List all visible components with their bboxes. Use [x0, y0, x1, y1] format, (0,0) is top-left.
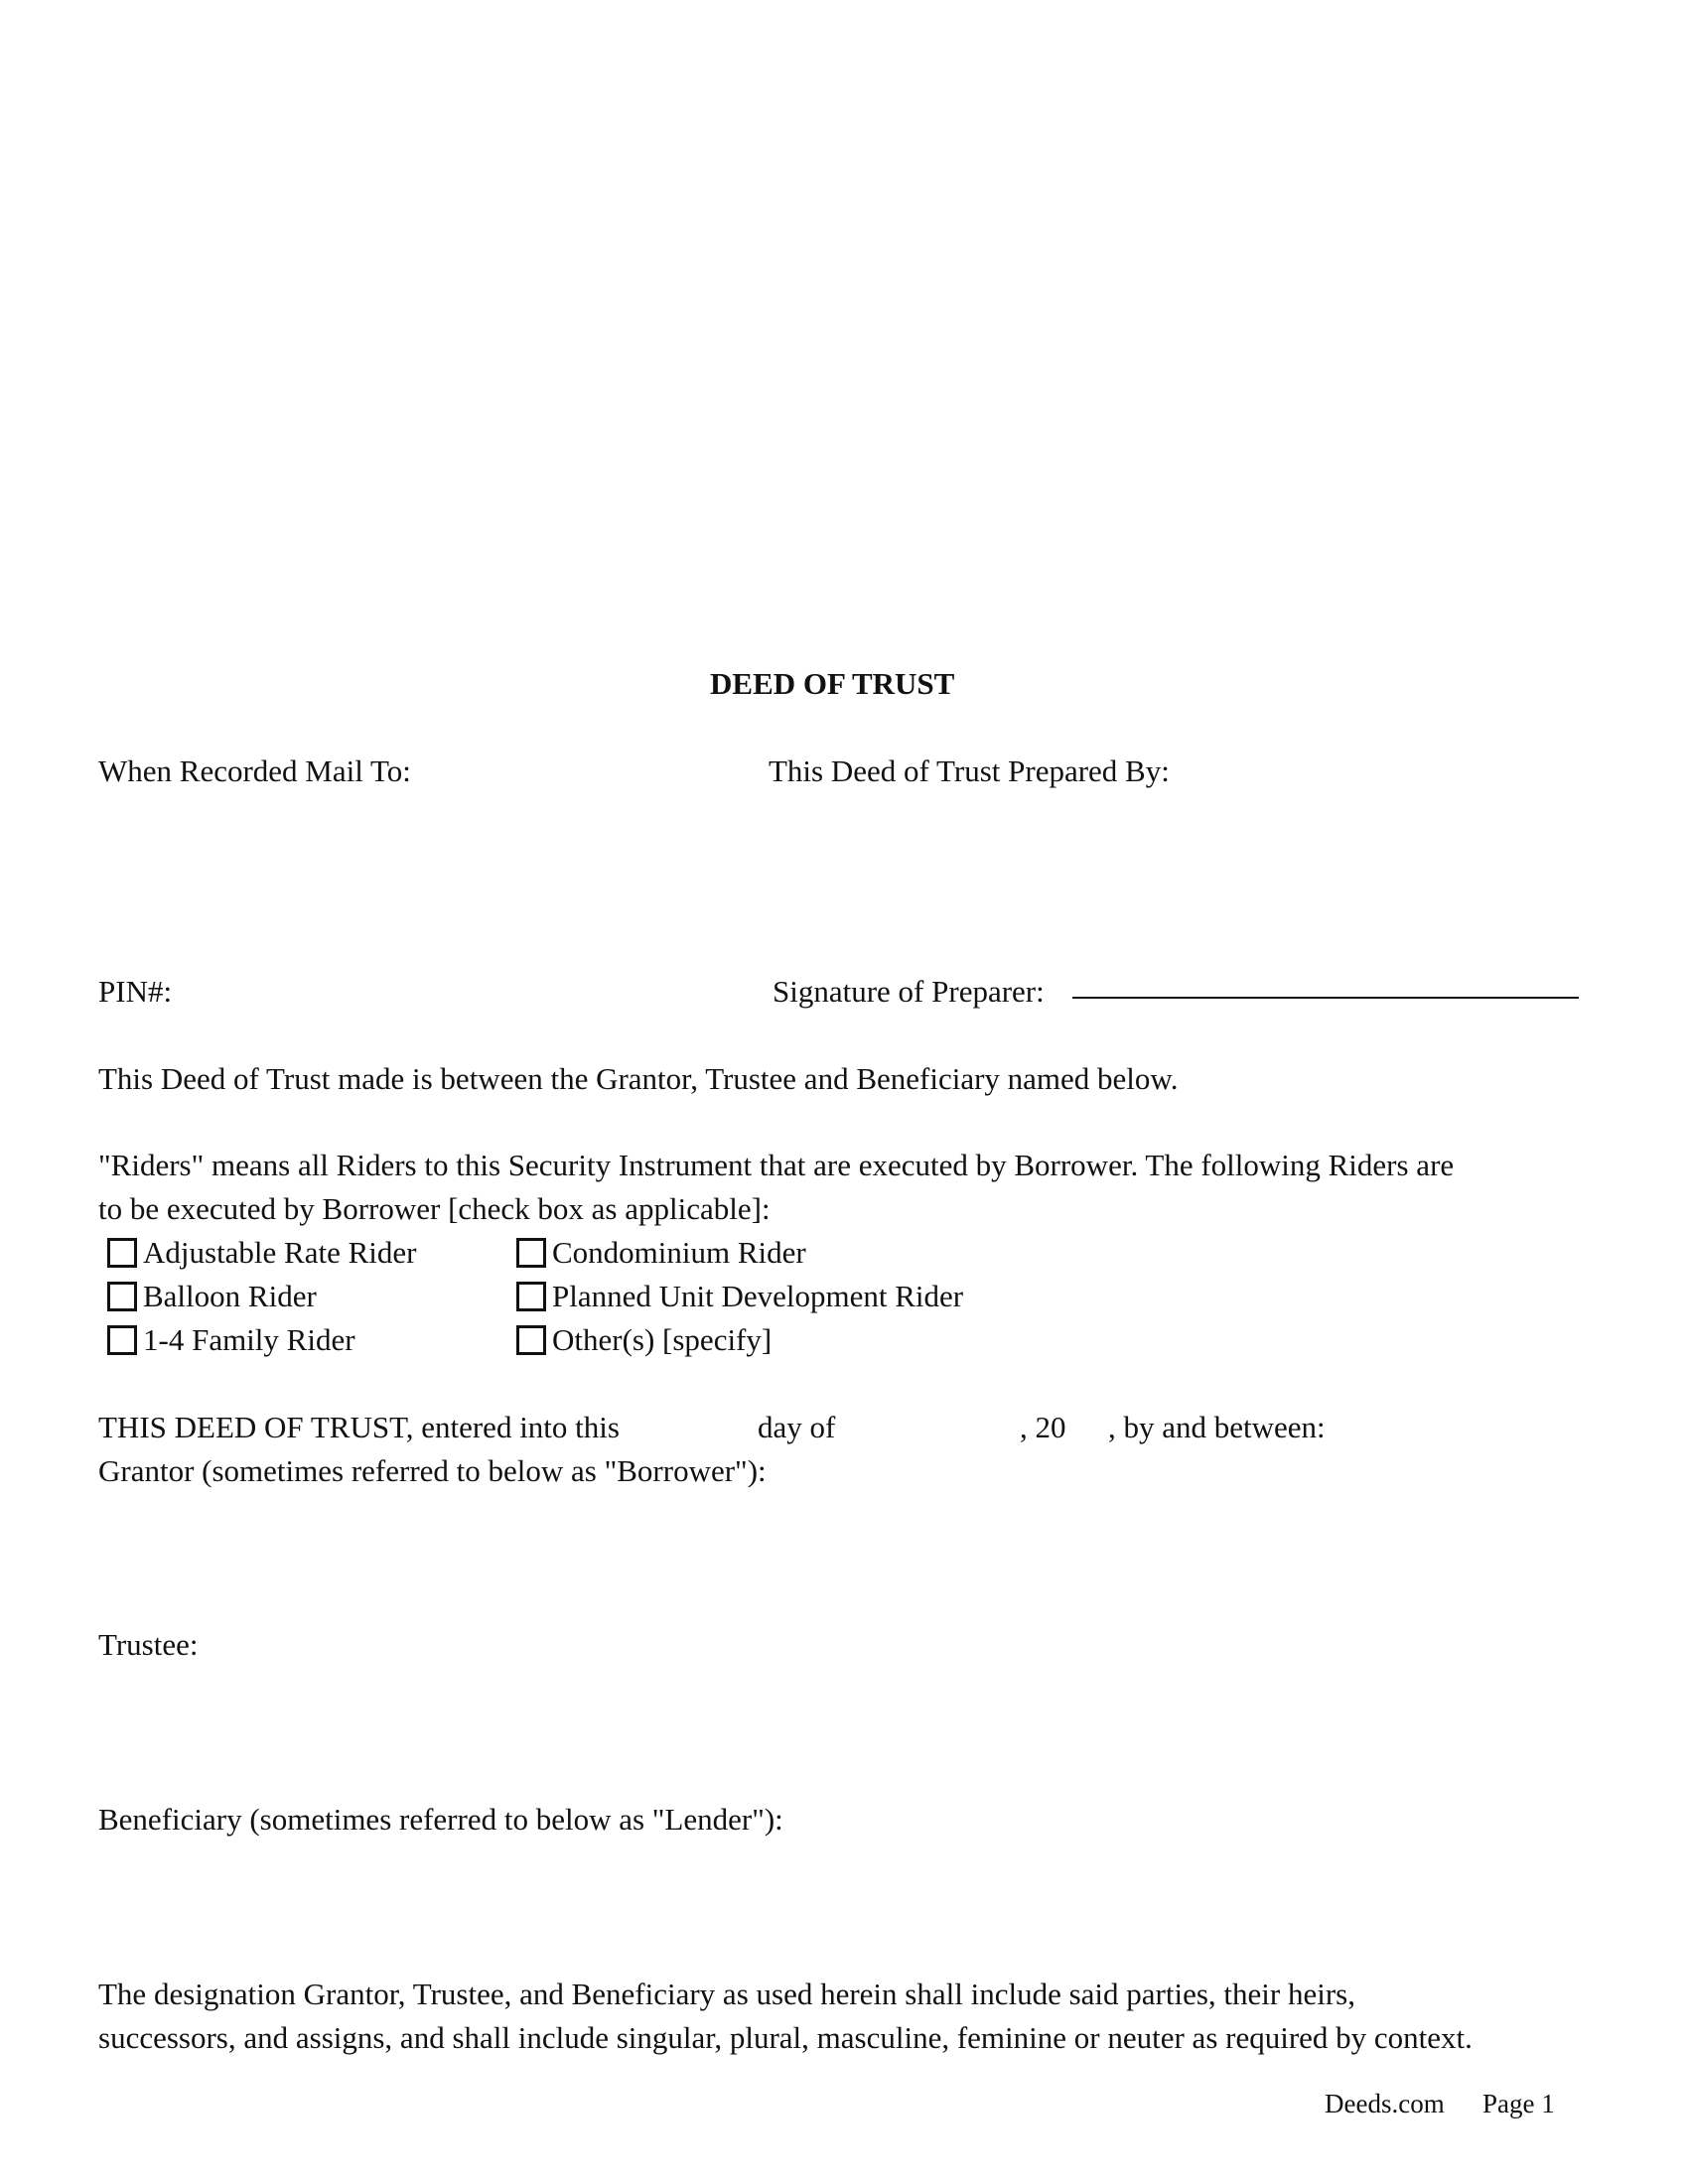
- rider-planned-unit-development[interactable]: [516, 1278, 963, 1315]
- beneficiary-label: Beneficiary (sometimes referred to below as "Lender"):: [98, 1802, 783, 1837]
- rider-label: Condominium Rider: [552, 1235, 806, 1270]
- intro-sentence: This Deed of Trust made is between the Grantor, Trustee and Beneficiary named below.: [98, 1061, 1179, 1096]
- entry-text-intro: THIS DEED OF TRUST, entered into this: [98, 1410, 620, 1444]
- checkbox[interactable]: [516, 1325, 546, 1355]
- checkbox[interactable]: [107, 1238, 137, 1268]
- rider-condominium[interactable]: [516, 1234, 806, 1272]
- rider-label: Balloon Rider: [143, 1279, 317, 1313]
- rider-1-4-family[interactable]: [107, 1321, 355, 1359]
- document-title: DEED OF TRUST: [710, 666, 955, 701]
- checkbox[interactable]: [107, 1325, 137, 1355]
- prepared-by-label: This Deed of Trust Prepared By:: [769, 753, 1170, 788]
- trustee-label: Trustee:: [98, 1627, 199, 1662]
- pin-label: PIN#:: [98, 974, 173, 1009]
- riders-definition-line-2: to be executed by Borrower [check box as applicable]:: [98, 1191, 771, 1226]
- riders-definition-line-1: "Riders" means all Riders to this Security Instrument that are executed by Borrower. The following Riders are: [98, 1148, 1455, 1182]
- rider-adjustable-rate[interactable]: [107, 1234, 417, 1272]
- designation-line-2: successors, and assigns, and shall include singular, plural, masculine, feminine or neuter as required by context.: [98, 2020, 1473, 2055]
- rider-label: Other(s) [specify]: [552, 1322, 773, 1357]
- checkbox[interactable]: [516, 1238, 546, 1268]
- entry-text-between: , by and between:: [1108, 1410, 1326, 1444]
- signature-preparer-label: Signature of Preparer:: [773, 974, 1045, 1009]
- rider-label: Planned Unit Development Rider: [552, 1279, 964, 1313]
- rider-balloon[interactable]: [107, 1278, 317, 1315]
- checkbox[interactable]: [107, 1282, 137, 1311]
- when-recorded-label: When Recorded Mail To:: [98, 753, 411, 788]
- signature-line[interactable]: [1072, 997, 1579, 999]
- footer-brand: Deeds.com: [1325, 2089, 1445, 2118]
- designation-line-1: The designation Grantor, Trustee, and Beneficiary as used herein shall include said parties, their heirs,: [98, 1977, 1355, 2011]
- rider-others[interactable]: [516, 1321, 772, 1359]
- footer-page-number: Page 1: [1482, 2089, 1555, 2118]
- entry-text-day-of: day of: [758, 1410, 836, 1444]
- rider-label: Adjustable Rate Rider: [143, 1235, 417, 1270]
- entry-text-year: , 20: [1020, 1410, 1066, 1444]
- grantor-label: Grantor (sometimes referred to below as "Borrower"):: [98, 1453, 767, 1488]
- checkbox[interactable]: [516, 1282, 546, 1311]
- rider-label: 1-4 Family Rider: [143, 1322, 355, 1357]
